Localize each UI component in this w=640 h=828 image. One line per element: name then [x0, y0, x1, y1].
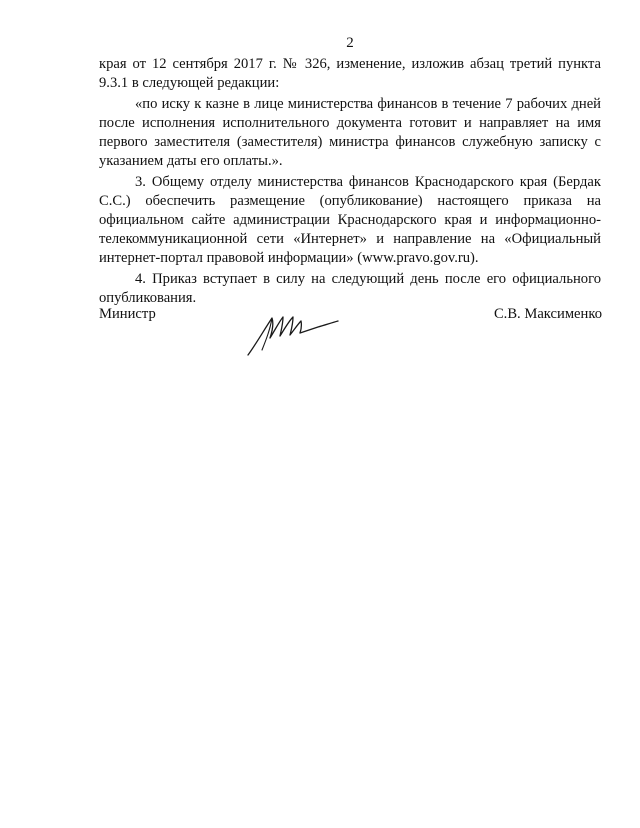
signatory-name: С.В. Максименко [493, 306, 602, 322]
page-number: 2 [346, 35, 354, 51]
paragraph-quote: «по иску к казне в лице министерства финансов в течение 7 рабочих дней после исполнения исполнительного документа готовит и направляет на имя первого заместителя (заместителя) министра финансов служебную записку с указанием даты его оплаты.». [99, 96, 601, 169]
paragraph-item-4: 4. Приказ вступает в силу на следующий день после его официального опубликования. [99, 271, 601, 306]
paragraph-continuation: края от 12 сентября 2017 г. № 326, изменение, изложив абзац третий пункта 9.3.1 в следующей редакции: [99, 56, 601, 91]
handwritten-signature [242, 300, 342, 360]
paragraph-item-3: 3. Общему отделу министерства финансов Краснодарского края (Бердак С.С.) обеспечить размещение (опубликование) настоящего приказа на официальном сайте администрации Краснодарского края и информационно-телекоммуникационной сети «Интернет» и направление на «Официальный интернет-портал правовой информации» (www.pravo.gov.ru). [99, 174, 601, 266]
signatory-title: Министр [99, 306, 156, 322]
document-body [99, 55, 601, 308]
